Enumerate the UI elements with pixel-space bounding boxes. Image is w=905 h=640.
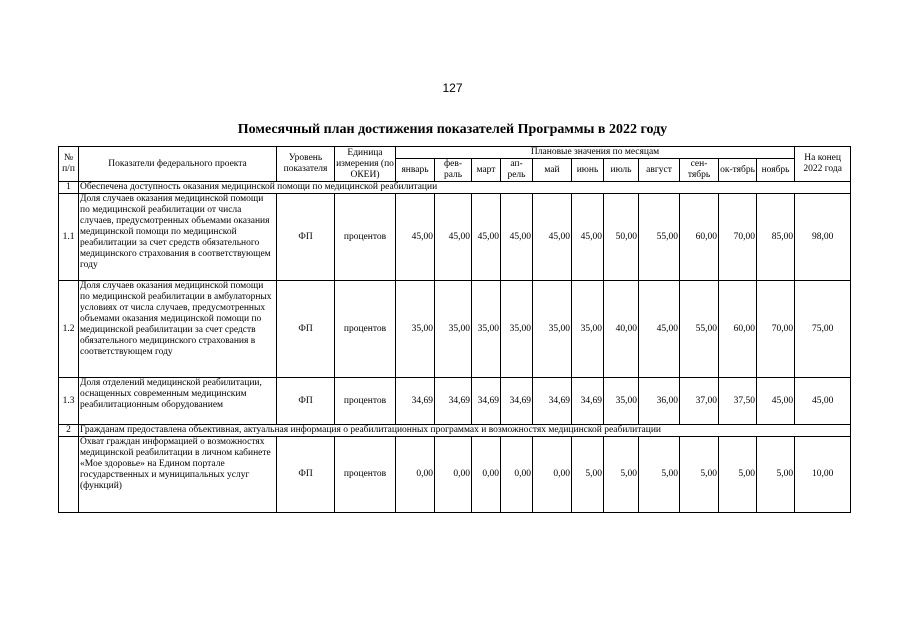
table-row [59, 281, 851, 378]
month-value: 60,00 [680, 194, 719, 281]
month-header: май [533, 159, 572, 182]
month-header: сен-тябрь [680, 159, 719, 182]
month-value: 5,00 [604, 437, 639, 513]
indicator-level: ФП [277, 378, 335, 425]
indicator-level: ФП [277, 437, 335, 513]
month-header: ап-рель [501, 159, 533, 182]
header-num: № п/п [59, 147, 79, 182]
month-value: 45,00 [757, 378, 795, 425]
header-level: Уровень показателя [277, 147, 335, 182]
month-value: 5,00 [572, 437, 604, 513]
month-header: январь [396, 159, 435, 182]
end-of-year-value: 10,00 [795, 437, 851, 513]
month-value: 5,00 [757, 437, 795, 513]
month-value: 35,00 [604, 378, 639, 425]
month-value: 34,69 [572, 378, 604, 425]
month-value: 45,00 [472, 194, 501, 281]
month-value: 45,00 [572, 194, 604, 281]
month-value: 0,00 [435, 437, 472, 513]
indicator-unit: процентов [335, 281, 396, 378]
month-value: 45,00 [639, 281, 680, 378]
month-header: ноябрь [757, 159, 795, 182]
month-value: 5,00 [719, 437, 757, 513]
header-row-top [59, 147, 851, 159]
month-value: 35,00 [572, 281, 604, 378]
table-row [59, 194, 851, 281]
month-value: 35,00 [396, 281, 435, 378]
month-value: 55,00 [680, 281, 719, 378]
header-unit: Единица измерения (по ОКЕИ) [336, 147, 394, 180]
month-value: 55,00 [639, 194, 680, 281]
month-value: 5,00 [680, 437, 719, 513]
table-row [59, 378, 851, 425]
month-header: июнь [572, 159, 604, 182]
month-value: 0,00 [472, 437, 501, 513]
month-value: 37,00 [680, 378, 719, 425]
month-value: 36,00 [639, 378, 680, 425]
indicator-name: Доля случаев оказания медицинской помощи по медицинской реабилитации в амбулаторных условиях от числа случаев, предусмотренных объемами оказания медицинской помощи по медицинской реабилитации за счет средств обязательного медицинского страхования в соответствующем году [79, 281, 277, 378]
month-value: 40,00 [604, 281, 639, 378]
row-number: 1.3 [59, 378, 79, 425]
month-header: ок-тябрь [719, 159, 757, 182]
month-value: 0,00 [501, 437, 533, 513]
month-value: 5,00 [639, 437, 680, 513]
month-value: 34,69 [533, 378, 572, 425]
section-row [59, 425, 851, 437]
month-value: 35,00 [435, 281, 472, 378]
table-row [59, 437, 851, 513]
section-number: 2 [59, 425, 79, 437]
monthly-plan-table [58, 146, 851, 513]
month-value: 45,00 [435, 194, 472, 281]
indicator-name: Доля отделений медицинской реабилитации, оснащенных современным медицинским реабилитационным оборудованием [79, 378, 277, 425]
end-of-year-value: 98,00 [795, 194, 851, 281]
header-end: На конец 2022 года [795, 147, 851, 182]
header-indicator: Показатели федерального проекта [79, 147, 277, 182]
section-title: Обеспечена доступность оказания медицинской помощи по медицинской реабилитации [79, 182, 851, 194]
month-value: 45,00 [501, 194, 533, 281]
month-value: 35,00 [501, 281, 533, 378]
month-value: 70,00 [757, 281, 795, 378]
month-header: июль [604, 159, 639, 182]
month-value: 70,00 [719, 194, 757, 281]
month-value: 34,69 [396, 378, 435, 425]
section-title: Гражданам предоставлена объективная, актуальная информация о реабилитационных программах и возможностях медицинской реабилитации [79, 425, 851, 437]
month-header: август [639, 159, 680, 182]
month-value: 34,69 [435, 378, 472, 425]
indicator-unit: процентов [335, 437, 396, 513]
month-value: 34,69 [501, 378, 533, 425]
page-number: 127 [442, 81, 463, 95]
row-number: 1.2 [59, 281, 79, 378]
document-title: Помесячный план достижения показателей Программы в 2022 году [237, 122, 668, 137]
month-value: 60,00 [719, 281, 757, 378]
indicator-level: ФП [277, 194, 335, 281]
indicator-name: Охват граждан информацией о возможностях медицинской реабилитации в личном кабинете «Мое здоровье» на Едином портале государственных и муниципальных услуг (функций) [79, 437, 277, 513]
month-header: март [472, 159, 501, 182]
header-planned: Плановые значения по месяцам [396, 147, 795, 159]
section-number: 1 [59, 182, 79, 194]
month-header: фев-раль [435, 159, 472, 182]
month-value: 35,00 [472, 281, 501, 378]
row-number: 1.1 [59, 194, 79, 281]
month-value: 34,69 [472, 378, 501, 425]
month-value: 85,00 [757, 194, 795, 281]
indicator-name: Доля случаев оказания медицинской помощи по медицинской реабилитации от числа случаев, предусмотренных объемами оказания медицинской помощи по медицинской реабилитации за счет средств обязательного медицинского страхования в соответствующем году [79, 194, 277, 281]
month-value: 37,50 [719, 378, 757, 425]
month-value: 45,00 [533, 194, 572, 281]
indicator-unit: процентов [335, 378, 396, 425]
month-value: 35,00 [533, 281, 572, 378]
month-value: 45,00 [396, 194, 435, 281]
indicator-unit: процентов [335, 194, 396, 281]
month-value: 0,00 [396, 437, 435, 513]
month-value: 0,00 [533, 437, 572, 513]
section-row [59, 182, 851, 194]
month-value: 50,00 [604, 194, 639, 281]
end-of-year-value: 45,00 [795, 378, 851, 425]
end-of-year-value: 75,00 [795, 281, 851, 378]
row-number [59, 437, 79, 513]
indicator-level: ФП [277, 281, 335, 378]
